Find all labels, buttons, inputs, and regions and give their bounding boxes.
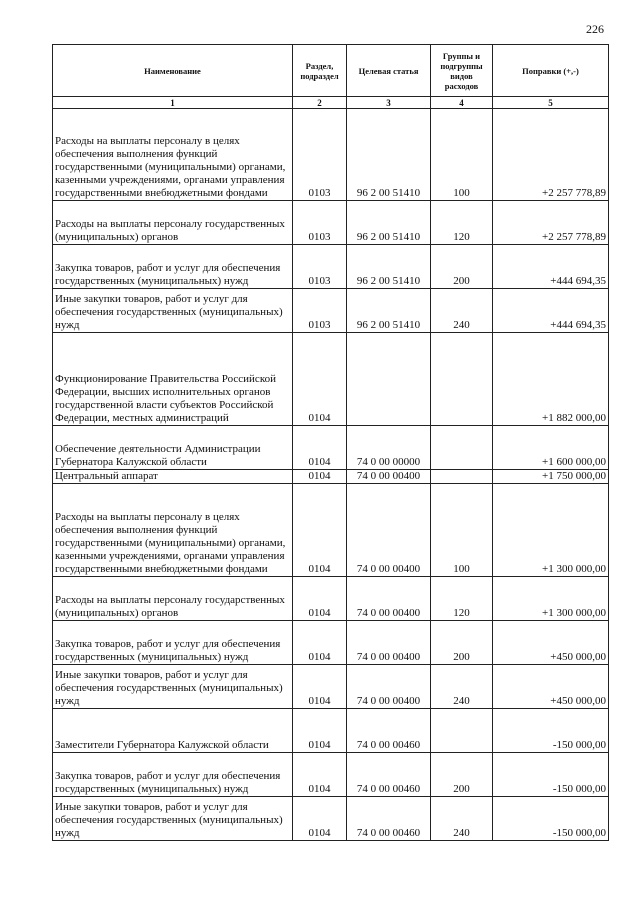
row-name: Расходы на выплаты персоналу в целях обеспечения выполнения функций государственными (муниципальными) органами, казенными учреждениями, органами управления государственными внебюджетными фондами <box>53 109 293 201</box>
row-name: Закупка товаров, работ и услуг для обеспечения государственных (муниципальных) нужд <box>53 753 293 797</box>
row-name: Иные закупки товаров, работ и услуг для обеспечения государственных (муниципальных) нужд <box>53 289 293 333</box>
column-number: 1 <box>53 97 293 109</box>
row-article: 74 0 00 00460 <box>347 797 431 841</box>
row-group: 200 <box>431 621 493 665</box>
page-number: 226 <box>586 22 604 36</box>
table-row <box>53 665 609 709</box>
row-amount: +450 000,00 <box>493 665 609 709</box>
row-group: 200 <box>431 753 493 797</box>
row-article: 96 2 00 51410 <box>347 201 431 245</box>
budget-table <box>52 44 609 841</box>
row-amount: +444 694,35 <box>493 245 609 289</box>
table-row <box>53 201 609 245</box>
table-row <box>53 470 609 484</box>
row-group: 240 <box>431 797 493 841</box>
row-group: 240 <box>431 665 493 709</box>
row-article: 74 0 00 00400 <box>347 665 431 709</box>
row-section: 0104 <box>293 753 347 797</box>
table-row <box>53 109 609 201</box>
row-section: 0104 <box>293 665 347 709</box>
row-amount: -150 000,00 <box>493 797 609 841</box>
table-row <box>53 484 609 577</box>
header-row <box>53 45 609 97</box>
row-name: Функционирование Правительства Российской Федерации, высших исполнительных органов государственной власти субъектов Российской Федерации, местных администраций <box>53 333 293 426</box>
row-section: 0104 <box>293 426 347 470</box>
row-section: 0104 <box>293 577 347 621</box>
row-article: 74 0 00 00400 <box>347 470 431 484</box>
table-row <box>53 797 609 841</box>
row-article: 74 0 00 00400 <box>347 621 431 665</box>
row-section: 0104 <box>293 470 347 484</box>
row-section: 0103 <box>293 245 347 289</box>
row-article: 74 0 00 00400 <box>347 577 431 621</box>
table-row <box>53 289 609 333</box>
header-name: Наименование <box>53 45 293 97</box>
row-group: 120 <box>431 201 493 245</box>
row-section: 0104 <box>293 484 347 577</box>
column-number: 2 <box>293 97 347 109</box>
row-section: 0104 <box>293 333 347 426</box>
row-amount: +1 300 000,00 <box>493 577 609 621</box>
row-name: Иные закупки товаров, работ и услуг для обеспечения государственных (муниципальных) нужд <box>53 797 293 841</box>
row-group: 100 <box>431 109 493 201</box>
row-article: 74 0 00 00460 <box>347 753 431 797</box>
column-number-row <box>53 97 609 109</box>
header-amount: Поправки (+,-) <box>493 45 609 97</box>
table-row <box>53 333 609 426</box>
row-article: 96 2 00 51410 <box>347 109 431 201</box>
row-article: 96 2 00 51410 <box>347 289 431 333</box>
row-name: Расходы на выплаты персоналу в целях обеспечения выполнения функций государственными (муниципальными) органами, казенными учреждениями, органами управления государственными внебюджетными фондами <box>53 484 293 577</box>
header-group: Группы и подгруппы видов расходов <box>431 45 493 97</box>
header-article: Целевая статья <box>347 45 431 97</box>
row-name: Обеспечение деятельности Администрации Губернатора Калужской области <box>53 426 293 470</box>
row-group: 200 <box>431 245 493 289</box>
table-row <box>53 621 609 665</box>
row-article: 74 0 00 00000 <box>347 426 431 470</box>
row-section: 0103 <box>293 289 347 333</box>
column-number: 3 <box>347 97 431 109</box>
row-article: 74 0 00 00400 <box>347 484 431 577</box>
row-group <box>431 333 493 426</box>
row-section: 0104 <box>293 621 347 665</box>
row-section: 0104 <box>293 709 347 753</box>
row-article: 74 0 00 00460 <box>347 709 431 753</box>
row-group: 240 <box>431 289 493 333</box>
row-group <box>431 470 493 484</box>
row-name: Закупка товаров, работ и услуг для обеспечения государственных (муниципальных) нужд <box>53 621 293 665</box>
column-number: 5 <box>493 97 609 109</box>
row-amount: +450 000,00 <box>493 621 609 665</box>
row-group <box>431 426 493 470</box>
row-name: Заместители Губернатора Калужской области <box>53 709 293 753</box>
table-row <box>53 709 609 753</box>
table-row <box>53 577 609 621</box>
row-amount: -150 000,00 <box>493 753 609 797</box>
row-amount: +1 882 000,00 <box>493 333 609 426</box>
row-amount: +1 750 000,00 <box>493 470 609 484</box>
table-row <box>53 426 609 470</box>
row-amount: +1 600 000,00 <box>493 426 609 470</box>
row-name: Расходы на выплаты персоналу государственных (муниципальных) органов <box>53 577 293 621</box>
row-name: Иные закупки товаров, работ и услуг для обеспечения государственных (муниципальных) нужд <box>53 665 293 709</box>
row-section: 0103 <box>293 109 347 201</box>
row-name: Закупка товаров, работ и услуг для обеспечения государственных (муниципальных) нужд <box>53 245 293 289</box>
column-number: 4 <box>431 97 493 109</box>
row-name: Центральный аппарат <box>53 470 293 484</box>
header-section: Раздел, подраздел <box>293 45 347 97</box>
row-group: 100 <box>431 484 493 577</box>
row-group: 120 <box>431 577 493 621</box>
row-group <box>431 709 493 753</box>
row-amount: +444 694,35 <box>493 289 609 333</box>
row-name: Расходы на выплаты персоналу государственных (муниципальных) органов <box>53 201 293 245</box>
row-amount: +1 300 000,00 <box>493 484 609 577</box>
row-article <box>347 333 431 426</box>
table-row <box>53 245 609 289</box>
row-amount: -150 000,00 <box>493 709 609 753</box>
row-article: 96 2 00 51410 <box>347 245 431 289</box>
row-section: 0104 <box>293 797 347 841</box>
row-amount: +2 257 778,89 <box>493 109 609 201</box>
row-section: 0103 <box>293 201 347 245</box>
row-amount: +2 257 778,89 <box>493 201 609 245</box>
table-row <box>53 753 609 797</box>
